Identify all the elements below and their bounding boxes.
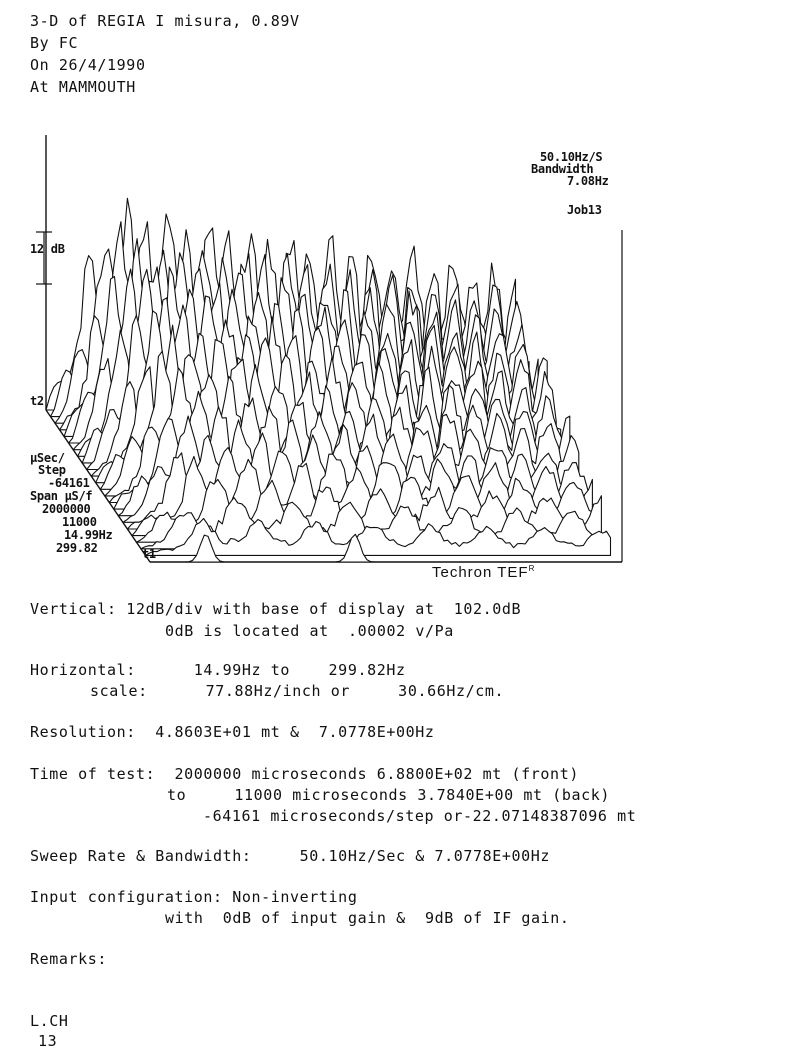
job-label: Job13 <box>567 203 602 217</box>
param-span: Span µS/f <box>30 489 93 503</box>
sweep-line: Sweep Rate & Bandwidth: 50.10Hz/Sec & 7.0778E+00Hz <box>30 847 551 865</box>
horizontal-line-2: scale: 77.88Hz/inch or 30.66Hz/cm. <box>90 682 505 700</box>
resolution-line: Resolution: 4.8603E+01 mt & 7.0778E+00Hz <box>30 723 435 741</box>
vertical-line-2: 0dB is located at .00002 v/Pa <box>165 622 454 640</box>
input-line-1: Input configuration: Non-inverting <box>30 888 358 906</box>
bandwidth-value: 7.08Hz <box>567 174 609 188</box>
header-by: By FC <box>30 34 79 52</box>
param-time-back: 11000 <box>62 515 97 529</box>
param-step: Step <box>38 463 66 477</box>
bandwidth-label: Bandwidth <box>531 162 594 176</box>
footer-number: 13 <box>38 1032 58 1050</box>
time-line-3: -64161 microseconds/step or-22.07148387096 mt <box>203 807 637 825</box>
param-step-value: -64161 <box>48 476 90 490</box>
scale-label: 12 dB <box>30 242 65 256</box>
plot-slices <box>46 198 615 562</box>
vertical-line-1: Vertical: 12dB/div with base of display at 102.0dB <box>30 600 522 618</box>
param-freq-start: 14.99Hz <box>64 528 113 542</box>
param-freq-end: 299.82 <box>56 541 98 555</box>
param-time-front: 2000000 <box>42 502 91 516</box>
time-line-1: Time of test: 2000000 microseconds 6.8800E+02 mt (front) <box>30 765 579 783</box>
time-back-label: t2 <box>30 394 44 408</box>
brand-registered-mark: R <box>528 564 536 573</box>
input-line-2: with 0dB of input gain & 9dB of IF gain. <box>165 909 570 927</box>
brand-label <box>432 560 535 582</box>
param-step-unit: µSec/ <box>30 451 65 465</box>
footer-channel: L.CH <box>30 1012 69 1030</box>
brand-text: Techron TEF <box>432 564 529 581</box>
header-location: At MAMMOUTH <box>30 78 136 96</box>
sweep-rate-label: 50.10Hz/S <box>540 150 603 164</box>
header-title: 3-D of REGIA I misura, 0.89V <box>30 12 300 30</box>
horizontal-line-1: Horizontal: 14.99Hz to 299.82Hz <box>30 661 406 679</box>
time-front-label: t1 <box>142 547 156 561</box>
time-line-2: to 11000 microseconds 3.7840E+00 mt (back) <box>167 786 611 804</box>
header-date: On 26/4/1990 <box>30 56 146 74</box>
remarks-label: Remarks: <box>30 950 108 968</box>
